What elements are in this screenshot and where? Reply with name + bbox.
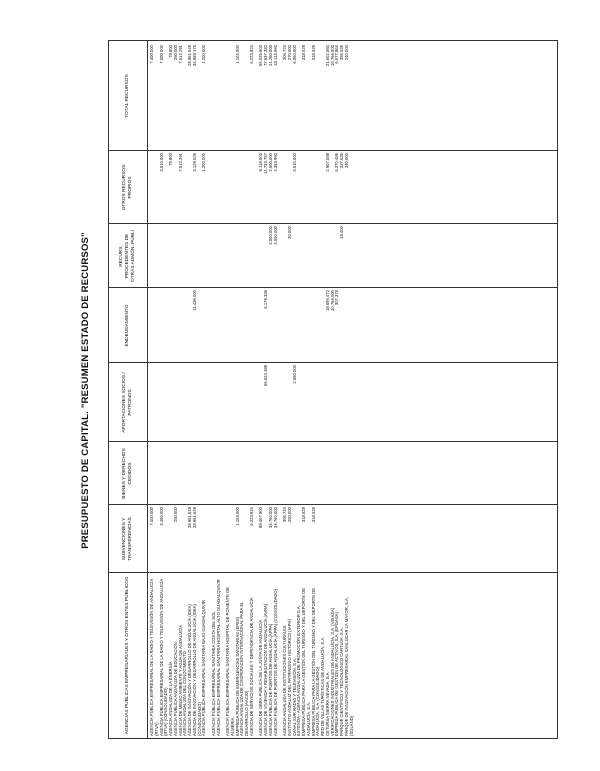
entity-name: EMPRESA PÚBLICA DE EMERGENCIAS SANITARIAS (EPES) <box>234 616 240 736</box>
amount-cell: 56.624.189 <box>263 365 268 386</box>
entity-name: EMPRESA PÚBLICA PARA LA GESTIÓN DEL TURISMO Y DEL DEPORTE DE ANDALUCÍA, S.A. <box>301 587 311 736</box>
entity-name: AGENCIA PÚBLICA DE PUERTOS DE ANDALUCÍA (APPA) (CONSOLIDADO) <box>272 588 278 736</box>
amount-cell: 6.223.824 <box>248 45 254 64</box>
amount-cell: 6.118.003 <box>258 153 264 172</box>
amount-cell: 7.000.000 <box>158 45 164 64</box>
header-subvenciones: SUBVENCIONES Y TRANSFERENCIAS <box>122 517 133 561</box>
entity-name: AGENCIA PÚBLICA ANDALUZA DE EDUCACIÓN <box>172 642 178 736</box>
amount-cell: 1.200.000 <box>201 45 207 64</box>
column-divider <box>109 362 557 363</box>
header-total: TOTAL RECURSOS <box>125 74 130 118</box>
entity-name: AGENCIA DE MEDIO AMBIENTE Y AGUA DE ANDALUCÍA <box>177 624 183 736</box>
entity-name: AGENCIA DE VIVIENDA Y REHABILITACIÓN DE ANDALUCÍA (AVRA) <box>263 603 268 736</box>
page-title: PRESUPUESTO DE CAPITAL. "RESUMEN ESTADO DE RECURSOS" <box>80 232 91 549</box>
resources-table <box>108 40 558 739</box>
header-bienes: BIENES Y DERECHOS CEDIDOS <box>122 448 133 499</box>
amount-cell: 305.724 <box>282 507 287 523</box>
amount-cell: 4.353.992 <box>272 153 278 172</box>
entity-name: AGENCIA ANDALUZA DEL CONOCIMIENTO <box>182 651 188 736</box>
amount-cell: 28.951.649 <box>187 45 192 66</box>
header-entity: AGENCIAS PÚBLICAS EMPRESARIALES Y OTROS ENTES PÚBLICOS <box>125 576 130 735</box>
header-otras-admon: RECURS. PROCEDENTES DE OTRAS ADMÓN. PÚBLI <box>119 230 136 282</box>
amount-cell: 11.436.000 <box>191 290 197 311</box>
amount-cell: 2.500.000 <box>267 153 273 172</box>
amount-cell: 270.000 <box>286 45 292 61</box>
column-divider <box>109 441 557 442</box>
amount-cell: 7.512.291 <box>177 153 183 172</box>
header-endeudamiento: ENDEUDAMIENTO <box>125 304 130 347</box>
entity-name: AGENCIA PÚBLICA EMPRESARIAL SANITARIA HOSPITAL DE PONIENTE DE ALMERÍA <box>225 587 235 736</box>
entity-name: CETURSA SIERRA NEVADA, S.A. <box>324 671 330 736</box>
column-divider <box>109 150 557 151</box>
entity-name: VERIFICACIONES INDUSTRIALES DE ANDALUCÍA, S.A. (VEIASA) <box>329 607 335 736</box>
header-separator <box>147 41 148 738</box>
amount-cell: 240.000 <box>343 45 349 61</box>
amount-cell: 3.510.000 <box>158 153 164 172</box>
entity-name: INSTITUTO ANDALUZ DEL PATRIMONIO HISTÓRICO (IAPH) <box>286 619 292 736</box>
amount-cell: 20.000 <box>286 226 292 239</box>
amount-cell: 6.223.824 <box>248 507 254 526</box>
amount-cell: 14.733.757 <box>263 153 268 174</box>
amount-cell: 318.529 <box>301 45 306 61</box>
entity-name: AGENCIA ANDALUZA DE LA ENERGÍA <box>168 661 173 736</box>
amount-cell: 43.113.992 <box>272 45 278 66</box>
amount-cell: 240.000 <box>343 153 349 169</box>
amount-cell: 7.400.000 <box>149 507 154 526</box>
entity-name: AGENCIA PÚBLICA EMPRESARIAL DE LA RADIO Y TELEVISIÓN DE ANDALUCÍA (RTVA) (CONSOLIDADO) <box>158 579 169 736</box>
entity-name: AGENCIA PÚBLICA EMPRESARIAL SANITARIA BAJO GUADALQUIVIR <box>201 600 207 736</box>
amount-cell: 250.000 <box>172 507 178 523</box>
amount-cell: 337.635 <box>339 153 344 169</box>
amount-cell: 95.525.903 <box>258 45 264 66</box>
amount-cell: 250.000 <box>286 507 292 523</box>
entity-name: EXTENDA - AGENCIA ANDALUZA DE PROMOCIÓN EXTERIOR S.A. <box>296 605 302 736</box>
entity-name: EMPRESA PÚBLICA DE GESTIÓN DE ACTIVOS, S.A. (EPGASA) <box>334 612 340 736</box>
amount-cell: 10.766.000 <box>329 45 335 66</box>
amount-cell: 3.510.000 <box>291 153 297 172</box>
amount-cell: 4.000.000 <box>272 226 278 245</box>
amount-cell: 6.179.336 <box>263 290 268 309</box>
entity-name: AGENCIA PÚBLICA DE PUERTOS DE ANDALUCÍA (APPA) <box>267 623 273 736</box>
amount-cell: 19.400 <box>339 226 344 239</box>
amount-cell: 305.724 <box>282 45 287 61</box>
amount-cell: 4.000.000 <box>267 226 273 245</box>
amount-cell: 79.800 <box>168 153 173 166</box>
amount-cell: 6.677.864 <box>334 45 340 64</box>
amount-cell: 77.537.282 <box>263 45 268 66</box>
amount-cell: 89.407.900 <box>258 507 264 528</box>
entity-name: AGENCIA PÚBLICA EMPRESARIAL SANITARIA HOSPITAL ALTO GUADALQUIVIR <box>215 579 221 736</box>
amount-cell: 6.370.486 <box>334 153 340 172</box>
entity-name: PARQUE CIENTÍFICO Y TECNOLÓGICO CARTUJA, S.A. <box>339 627 344 736</box>
amount-cell: 79.800 <box>168 45 173 58</box>
entity-name: AGENCIA DE INNOVACIÓN Y DESARROLLO DE ANDALUCÍA (IDEA) <box>187 604 192 736</box>
amount-cell: 1.103.000 <box>234 507 240 526</box>
column-divider <box>109 504 557 505</box>
amount-cell: 6.060.000 <box>291 45 297 64</box>
entity-name: RED DE VILLAS TURÍSTICAS DE ANDALUCÍA, S.A. <box>320 636 325 736</box>
amount-cell: 28.951.649 <box>187 507 192 528</box>
entity-name: AGENCIA DE INNOVACIÓN Y DESARROLLO DE ANDALUCÍA (IDEA) (CONSOLIDADO) <box>191 604 202 736</box>
amount-cell: 356.035 <box>339 45 344 61</box>
amount-cell: 10.766.000 <box>329 290 335 311</box>
column-divider <box>109 572 557 573</box>
amount-cell: 2.550.000 <box>291 365 297 384</box>
entity-name: AGENCIA ANDALUZA DE INSTITUCIONES CULTURALES <box>282 625 287 736</box>
amount-cell: 7.400.000 <box>149 45 154 64</box>
column-divider <box>109 223 557 224</box>
entity-name: AGENCIA PÚBLICA EMPRESARIAL DE LA RADIO Y TELEVISIÓN DE ANDALUCÍA (RTVA) <box>149 579 159 736</box>
rotated-page <box>80 41 558 740</box>
amount-cell: 318.529 <box>301 507 306 523</box>
amount-cell: 41.260.000 <box>267 45 273 66</box>
entity-name: AGENCIA ANDALUZA DE COOPERACIÓN INTERNACIONAL PARA EL DESARROLLO (AACID) <box>239 601 249 736</box>
amount-cell: 2.907.088 <box>324 153 330 172</box>
amount-cell: 250.000 <box>172 45 178 61</box>
entity-name: PARQUE DE INNOVACIÓN EMPRESARIAL SANLÚCAR LA MAYOR, S.A. (SOLAND) <box>343 597 354 736</box>
amount-cell: 21.602.560 <box>324 45 330 66</box>
amount-cell: 1.200.000 <box>201 153 207 172</box>
entity-name: AGENCIA DE SERVICIOS SOCIALES Y DEPENDENCIA DE ANDALUCÍA <box>248 597 254 736</box>
amount-cell: 318.529 <box>310 507 316 523</box>
entity-name: CANAL SUR RADIO Y TELEVISIÓN, S.A. <box>291 657 297 736</box>
amount-cell: 1.103.000 <box>234 45 240 64</box>
amount-cell: 34.760.000 <box>267 507 273 528</box>
amount-cell: 34.760.000 <box>272 507 278 528</box>
amount-cell: 34.959.175 <box>191 45 197 66</box>
amount-cell: 3.128.526 <box>191 153 197 172</box>
entity-name: EMPRESA PÚBLICA PARA LA GESTIÓN DEL TURISMO Y DEL DEPORTE DE ANDALUCÍA, S.A. (CONSOLIDADO) <box>310 587 321 736</box>
amount-cell: 7.512.291 <box>177 45 183 64</box>
header-otros-recursos: OTROS RECURSOS PROPIOS <box>122 164 133 211</box>
amount-cell: 3.490.000 <box>158 507 164 526</box>
amount-cell: 307.378 <box>334 290 340 306</box>
amount-cell: 318.529 <box>310 45 316 61</box>
amount-cell: 18.695.472 <box>324 290 330 311</box>
entity-name: AGENCIA PÚBLICA EMPRESARIAL SANITARIA COSTA DEL SOL <box>210 611 216 736</box>
entity-name: AGENCIA DE OBRA PÚBLICA DE LA JUNTA DE ANDALUCÍA <box>258 619 264 736</box>
header-aportaciones: APORTACIONES SOCIOS / PATRONOS <box>122 372 133 433</box>
amount-cell: 28.951.649 <box>191 507 197 528</box>
column-divider <box>109 287 557 288</box>
